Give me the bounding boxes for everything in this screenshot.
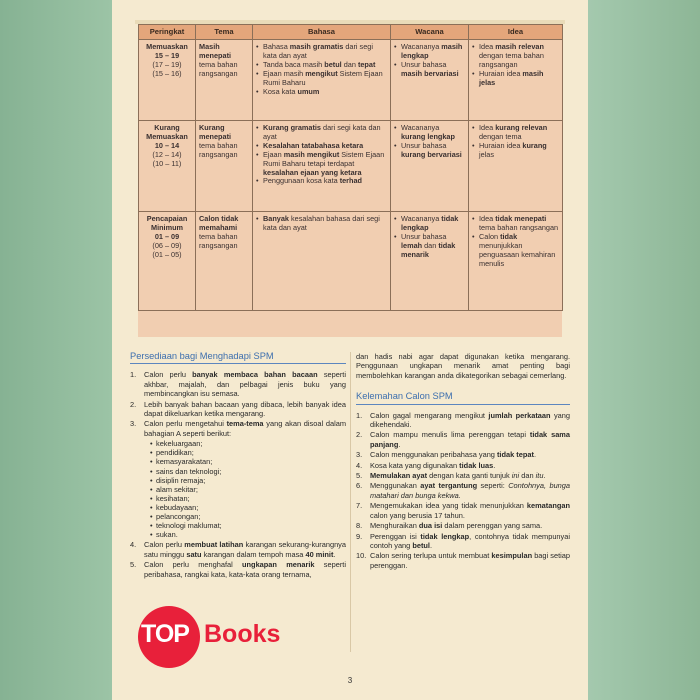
item-number: 4. — [356, 460, 363, 470]
level-name: Pencapaian Minimum — [146, 214, 188, 232]
item-text: kematangan — [526, 501, 570, 511]
item-text: seperti akhbar, majalah, dan pelbagai jenis buku yang membincangkan isu semasa. — [144, 370, 346, 399]
text-pre: Unsur bahasa — [401, 140, 447, 150]
text-pre: Huraian idea — [479, 140, 523, 150]
header-peringkat: Peringkat — [139, 25, 196, 40]
level-range: (10 – 11) — [152, 158, 182, 168]
list-item — [130, 370, 346, 398]
item-text: Calon perlu menghafal — [144, 560, 243, 570]
watermark-top-text: TOP — [141, 620, 189, 648]
text-pre: Calon — [479, 231, 501, 241]
item-text: . — [333, 549, 336, 559]
list-item — [394, 43, 465, 61]
item-text: Calon gagal mengarang mengikut — [370, 410, 489, 420]
level-range: (15 – 16) — [152, 68, 182, 78]
list-item — [356, 411, 570, 430]
level-range: (01 – 05) — [152, 249, 182, 259]
list-item — [130, 400, 346, 419]
text-pre: Idea — [479, 123, 496, 132]
item-number: 2. — [130, 399, 137, 409]
item-text: Kosa kata yang digunakan — [370, 460, 460, 470]
cell-bahasa — [253, 212, 391, 311]
item-text: Perenggan isi — [370, 531, 421, 541]
cell-peringkat — [139, 40, 196, 121]
header-tema: Tema — [196, 25, 253, 40]
theme-item: • kesihatan; — [150, 494, 346, 503]
item-text: tidak luas — [459, 460, 494, 470]
text-pre: Bahasa — [263, 42, 290, 51]
list-item — [256, 43, 387, 61]
text-post: dari segi kata dan ayat — [263, 123, 381, 141]
text-bold: tepat — [357, 59, 376, 69]
wacana-list — [394, 124, 465, 160]
list-item — [130, 560, 346, 579]
cell-wacana — [391, 212, 469, 311]
item-text: Contohnya, bunga matahari dan bunga kekwa. — [370, 481, 571, 500]
left-column — [130, 352, 346, 580]
text-post: dengan tema — [479, 131, 522, 141]
level-range: 15 – 19 — [154, 50, 180, 60]
theme-list — [144, 439, 346, 539]
list-item — [356, 481, 570, 500]
list-item — [472, 233, 559, 269]
list-item — [472, 215, 559, 233]
item-text: karangan sekurang-kurangnya satu minggu — [144, 540, 346, 559]
item-text: ayat tergantung — [420, 481, 478, 491]
item-text: tidak sama panjang — [370, 430, 570, 449]
text-bold: masih relevan — [495, 42, 544, 51]
column-divider — [350, 352, 351, 652]
text-bold: kurang bervariasi — [401, 149, 462, 159]
text-bold: betul — [324, 59, 342, 69]
text-bold: umum — [297, 86, 320, 96]
header-wacana: Wacana — [391, 25, 469, 40]
tema-key: Calon tidak memahami — [199, 214, 239, 232]
bahasa-list — [256, 43, 387, 96]
item-text: . — [493, 460, 496, 470]
item-number: 7. — [356, 501, 363, 511]
list-item — [472, 70, 559, 88]
bahasa-list — [256, 124, 387, 186]
idea-list — [472, 215, 559, 268]
text-pre: Wacananya — [401, 42, 442, 51]
theme-item: • sukan. — [150, 530, 346, 539]
item-text: itu — [535, 471, 544, 481]
idea-list — [472, 124, 559, 160]
table-row — [139, 121, 563, 212]
theme-item: • kekeluargaan; — [150, 439, 346, 448]
theme-item: • disiplin remaja; — [150, 476, 346, 485]
text-post: Sistem Ejaan Rumi Baharu tetapi terdapat — [263, 149, 385, 168]
item-number: 1. — [356, 410, 363, 420]
theme-item: • pelancongan; — [150, 512, 346, 521]
level-name: Memuaskan — [146, 42, 188, 51]
item-text: dengan kata ganti tunjuk — [427, 471, 512, 481]
text-bold: mengikut — [305, 68, 338, 78]
section-title-persediaan: Persediaan bagi Menghadapi SPM — [130, 352, 346, 364]
idea-list — [472, 43, 559, 88]
text-pre: Penggunaan kosa kata — [263, 176, 340, 186]
list-item — [256, 151, 387, 178]
list-item — [394, 142, 465, 160]
cell-idea — [469, 121, 563, 212]
cell-peringkat — [139, 212, 196, 311]
cell-tema — [196, 212, 253, 311]
page-number: 3 — [347, 676, 353, 685]
header-idea: Idea — [469, 25, 563, 40]
theme-item: • sains dan teknologi; — [150, 467, 346, 476]
list-item — [256, 124, 387, 142]
text-post: menunjukkan penguasaan kemahiran menulis — [479, 240, 556, 268]
right-column — [356, 352, 570, 571]
level-range: (12 – 14) — [152, 149, 182, 159]
wacana-list — [394, 43, 465, 79]
list-item — [394, 215, 465, 233]
cell-bahasa — [253, 121, 391, 212]
item-text: , contohnya tidak mempunyai contoh yang — [370, 531, 570, 550]
list-item — [130, 540, 346, 559]
table-header-row — [139, 25, 563, 40]
item-text: banyak membaca bahan bacaan — [192, 370, 318, 380]
item-text: Calon mampu menulis lima perenggan tetapi — [370, 430, 530, 440]
list-item — [472, 142, 559, 160]
text-pre: Idea — [479, 214, 496, 223]
text-post: dengan tema bahan rangsangan — [479, 50, 544, 69]
list-item — [356, 461, 570, 470]
level-name: Kurang Memuaskan — [146, 123, 188, 141]
item-number: 6. — [356, 481, 363, 491]
item-text: ungkapan menarik — [242, 560, 315, 570]
item-number: 4. — [130, 540, 137, 550]
text-bold: masih mengikut — [283, 149, 340, 159]
list-item — [356, 501, 570, 520]
tema-rest: tema bahan rangsangan — [199, 140, 238, 159]
item-number: 3. — [130, 419, 137, 429]
cell-wacana — [391, 121, 469, 212]
item-text: kesimpulan — [491, 551, 533, 561]
list-item — [256, 177, 387, 186]
text-pre: Wacananya — [401, 123, 440, 132]
item-text: . — [543, 471, 546, 481]
item-text: dalam perenggan yang sama. — [442, 521, 543, 531]
text-bold: masih jelas — [479, 68, 544, 87]
list-item — [356, 430, 570, 449]
list-item — [256, 215, 387, 233]
list-item — [356, 551, 570, 570]
item-text: 40 minit — [305, 549, 334, 559]
item-text: karangan dalam tempoh masa — [201, 549, 306, 559]
text-bold: kesalahan ejaan yang ketara — [263, 167, 362, 177]
header-bahasa: Bahasa — [253, 25, 391, 40]
cell-idea — [469, 40, 563, 121]
item-text: tema-tema — [226, 419, 264, 429]
list-item — [256, 70, 387, 88]
topbooks-watermark — [138, 606, 348, 666]
text-post: kesalahan bahasa dari segi kata dan ayat — [263, 214, 380, 232]
text-post: dan — [341, 59, 358, 69]
item-text: Menghuraikan — [370, 521, 419, 531]
list-item — [394, 124, 465, 142]
table-row — [139, 212, 563, 311]
item-text: dan — [519, 471, 536, 481]
item-text: seperti: — [477, 481, 509, 491]
text-pre: Tanda baca masih — [263, 59, 325, 69]
kelemahan-list — [356, 411, 570, 571]
item-text: Calon sering terlupa untuk membuat — [370, 551, 492, 561]
cell-bahasa — [253, 40, 391, 121]
text-pre: Idea — [479, 42, 496, 51]
watermark-books-text: Books — [204, 620, 281, 648]
level-range: 01 – 09 — [154, 231, 180, 241]
list-item — [394, 61, 465, 79]
text-bold: terhad — [339, 176, 362, 186]
item-text: satu — [186, 549, 202, 559]
text-post: dan — [422, 240, 439, 250]
left-background — [0, 0, 112, 700]
list-item — [472, 124, 559, 142]
list-item — [130, 419, 346, 539]
text-pre: Unsur bahasa — [401, 59, 447, 69]
item-number: 1. — [130, 370, 137, 380]
item-text: calon yang berusia 17 tahun. — [370, 510, 465, 520]
item-text: membuat latihan — [184, 540, 244, 550]
item-number: 3. — [356, 450, 363, 460]
item-text: yang akan disoal dalam bahagian A seperti berikut: — [144, 419, 346, 438]
text-post: jelas — [479, 149, 495, 159]
text-bold: tidak — [500, 231, 518, 241]
table-row — [139, 40, 563, 121]
theme-item: • kebudayaan; — [150, 503, 346, 512]
list-item — [356, 521, 570, 530]
right-background — [588, 0, 700, 700]
list-item — [356, 450, 570, 459]
text-pre: Wacananya — [401, 214, 442, 223]
item-text: dua isi — [418, 521, 443, 531]
text-bold: lemah — [401, 240, 423, 250]
item-text: Calon perlu — [144, 370, 193, 380]
list-item — [256, 88, 387, 97]
section-title-kelemahan: Kelemahan Calon SPM — [356, 392, 570, 404]
list-item — [394, 233, 465, 260]
text-bold: kurang lengkap — [401, 131, 455, 141]
text-post: dari segi kata dan ayat — [263, 42, 373, 60]
wacana-list — [394, 215, 465, 260]
item-number: 5. — [356, 471, 363, 481]
cell-tema — [196, 40, 253, 121]
item-text: Mengemukakan idea yang tidak menunjukkan — [370, 501, 527, 511]
list-item — [356, 532, 570, 551]
text-bold: tidak menarik — [401, 240, 456, 259]
item-number: 8. — [356, 521, 363, 531]
item-text: jumlah perkataan — [488, 410, 551, 420]
cell-wacana — [391, 40, 469, 121]
item-text: tidak tepat — [496, 450, 534, 460]
text-bold: kurang relevan — [495, 123, 548, 132]
theme-item: • pendidikan; — [150, 448, 346, 457]
cell-tema — [196, 121, 253, 212]
item-text: Lebih banyak bahan bacaan yang dibaca, lebih banyak idea dapat dikeluarkan ketika mengarang. — [144, 399, 346, 419]
item-text: Calon perlu — [144, 540, 185, 550]
text-bold: Kesalahan tatabahasa ketara — [263, 140, 364, 150]
text-bold: Banyak — [263, 214, 289, 223]
item-text: . — [398, 439, 401, 449]
item-text: Calon menggunakan peribahasa yang — [370, 450, 497, 460]
text-bold: Kurang gramatis — [263, 123, 321, 132]
text-pre: Unsur bahasa — [401, 231, 447, 241]
item-text: Calon perlu mengetahui — [144, 419, 227, 429]
item-text: . — [533, 450, 536, 460]
list-item — [356, 471, 570, 480]
tema-key: Kurang menepati — [199, 123, 232, 141]
text-pre: Ejaan masih — [263, 68, 306, 78]
item-text: bagi setiap perenggan. — [370, 551, 570, 570]
bahasa-list — [256, 215, 387, 233]
item-number: 9. — [356, 531, 363, 541]
text-post: tema bahan rangsangan — [479, 222, 559, 232]
tema-rest: tema bahan rangsangan — [199, 231, 238, 250]
text-bold: tidak menepati — [495, 214, 547, 223]
item-text: Menggunakan — [370, 481, 421, 491]
continuation-text: dan hadis nabi agar dapat digunakan ketika mengarang. Penggunaan ungkapan menarik amat penting bagi membolehkan karangan anda dikategorikan sebagai cemerlang. — [356, 352, 570, 380]
item-text: tidak lengkap — [420, 531, 470, 541]
text-bold: masih gramatis — [289, 42, 344, 51]
tema-key: Masih menepati — [199, 42, 232, 60]
item-number: 10. — [356, 551, 367, 561]
text-pre: Huraian idea — [479, 68, 523, 78]
item-text: Memulakan ayat — [370, 471, 428, 481]
text-bold: masih lengkap — [401, 42, 463, 60]
level-range: (06 – 09) — [152, 240, 182, 250]
cell-peringkat — [139, 121, 196, 212]
item-text: ini — [511, 471, 520, 481]
text-bold: kurang — [522, 140, 547, 150]
item-text: . — [429, 540, 433, 550]
persediaan-list — [130, 370, 346, 579]
rubric-table — [138, 24, 563, 311]
item-number: 2. — [356, 430, 363, 440]
item-text: seperti peribahasa, rangkai kata, kata-kata orang ternama, — [144, 560, 346, 579]
list-item — [472, 43, 559, 70]
rubric-table-box — [138, 24, 562, 337]
theme-item: • teknologi maklumat; — [150, 521, 346, 530]
level-range: (17 – 19) — [152, 59, 182, 69]
item-text: betul — [412, 540, 430, 550]
text-post: Sistem Ejaan Rumi Baharu — [263, 68, 383, 87]
cell-idea — [469, 212, 563, 311]
text-bold: tidak lengkap — [401, 214, 459, 232]
tema-rest: tema bahan rangsangan — [199, 59, 238, 78]
theme-item: • alam sekitar; — [150, 485, 346, 494]
theme-item: • kemasyarakatan; — [150, 457, 346, 466]
book-page — [112, 0, 588, 700]
text-pre: Kosa kata — [263, 86, 298, 96]
item-text: yang dikehendaki. — [370, 410, 570, 430]
text-pre: Ejaan — [263, 149, 284, 159]
text-bold: masih bervariasi — [401, 68, 459, 78]
level-range: 10 – 14 — [154, 140, 180, 150]
item-number: 5. — [130, 560, 137, 570]
